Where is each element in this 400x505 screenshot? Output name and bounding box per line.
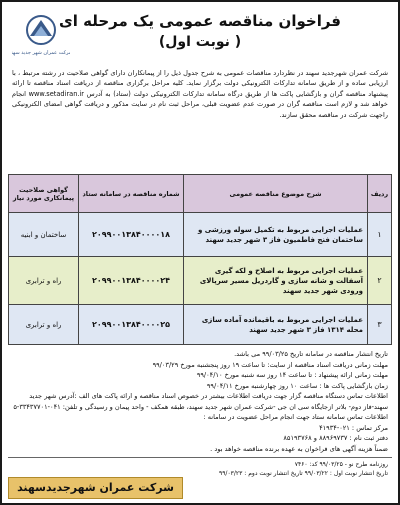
table-row bbox=[9, 257, 392, 305]
intro-paragraph: شرکت عمران شهرجدید سهند در نظردارد مناقصات عمومی به شرح جدول ذیل را از پیمانکاران دارای گواهی صلاحیت در رشته مرتبط ، با ارزیابی ساده و از طریق سامانه تدارکات الکترونیکی دولت برگزار نماید. کلیه مراحل برگزاری مناقصه از دریافت اسناد مناقصه تا ارائه پیشنهاد مناقصه گران و بازگشایی پاکت ها از طریق درگاه سامانه تدارکات الکترونیکی دولت (ستاد) به آدرس www.setadiran.ir انجام خواهد شد و لازم است مناقصه گران در صورت عدم عضویت قبلی، مراحل ثبت نام در سایت مذکور و دریافت گواهی امضای الکترونیکی راجهت شرکت در مناقصه محقق سازند. bbox=[12, 69, 388, 119]
row-num: ۳ bbox=[368, 305, 392, 345]
row-title: عملیات اجرایی مربوط به اصلاح و لکه گیری آسفالت و شانه سازی و گاردریل مسیر سرپالای ورودی شهر جدید سهند bbox=[184, 257, 368, 305]
row-tender-number: ۲۰۹۹۰۰۱۳۸۴۰۰۰۰۱۸ bbox=[79, 213, 184, 257]
detail-line: تاریخ انتشار مناقصه در سامانه تاریخ ۹۹/۰۳/۲۵ می باشد. bbox=[234, 350, 388, 358]
table-row bbox=[9, 213, 392, 257]
publication-line-2: تاریخ انتشار نوبت اول : ۹۹/۰۳/۲۲ تاریخ انتشار نوبت دوم : ۹۹/۰۳/۲۳ bbox=[218, 470, 388, 477]
organization-name: شرکت عمران شهرجدیدسهند bbox=[8, 477, 183, 499]
logo-text: شرکت عمران شهر جدید سهند bbox=[12, 50, 70, 56]
publication-meta bbox=[162, 458, 392, 480]
page-subtitle: ( نوبت اول) bbox=[158, 34, 242, 50]
col-num-header: ردیف bbox=[368, 175, 392, 213]
row-num: ۲ bbox=[368, 257, 392, 305]
row-qualification: راه و ترابری bbox=[9, 305, 79, 345]
footer bbox=[8, 457, 392, 499]
table-header-row bbox=[9, 175, 392, 213]
detail-line: اطلاعات تماس سامانه ستاد جهت انجام مراحل عضویت در سامانه : bbox=[203, 413, 388, 421]
tender-table bbox=[8, 174, 392, 345]
publication-line-1: روزنامه طرح نو - ۹۹/۰۳/۲۵ کد: ۷۴۶۰ bbox=[294, 461, 388, 468]
row-qualification: راه و ترابری bbox=[9, 257, 79, 305]
row-title: عملیات اجرایی مربوط به باقیمانده آماده سازی محله ۱۳۱۴ فاز ۳ شهر جدید سهند bbox=[184, 305, 368, 345]
tender-details bbox=[8, 345, 392, 454]
table-row bbox=[9, 305, 392, 345]
row-title: عملیات اجرایی مربوط به تکمیل سوله ورزشی و ساختمان فنج فاطمیون فاز ۳ شهر جدید سهند bbox=[184, 213, 368, 257]
detail-line: زمان بازگشایی پاکت ها : ساعت ۱۰ روز چهارشنبه مورخ ۹۹/۰۴/۱۱ bbox=[206, 381, 388, 390]
page-title: فراخوان مناقصه عمومی یک مرحله ای bbox=[58, 12, 341, 30]
detail-line: ضمناً هزینه آگهی های فراخوان به عهده برنده مناقصه خواهد بود . bbox=[210, 444, 388, 453]
row-tender-number: ۲۰۹۹۰۰۱۳۸۴۰۰۰۰۲۴ bbox=[79, 257, 184, 305]
row-num: ۱ bbox=[368, 213, 392, 257]
row-tender-number: ۲۰۹۹۰۰۱۳۸۴۰۰۰۰۲۵ bbox=[79, 305, 184, 345]
detail-line: دفتر ثبت نام : ۸۸۹۶۹۷۳۷ و ۸۵۱۹۳۷۶۸ bbox=[283, 434, 388, 442]
col-qualification-header: گواهی صلاحیت پیمانکاری مورد نیاز bbox=[9, 175, 79, 213]
detail-line: مرکز تماس : ۰۲۱-۴۱۹۳۴ bbox=[319, 423, 388, 432]
detail-line: مهلت زمانی ارائه پیشنهاد : تا ساعت ۱۴ روز سه شنبه مورخ ۹۹/۰۴/۱۰ bbox=[196, 371, 388, 379]
col-number-header: شماره مناقصه در سامانه ستاد bbox=[79, 175, 184, 213]
company-logo-icon bbox=[12, 12, 70, 60]
col-title-header: شرح موضوع مناقصه عمومی bbox=[184, 175, 368, 213]
detail-line: اطلاعات تماس دستگاه مناقصه گزار جهت دریافت اطلاعات بیشتر در خصوص اسناد مناقصه و ارائه پاکت های الف :آدرس شهر جدید سهند-فاز دوم- بلاتر ازجایگاه سی ان جی -شرکت عمران شهر جدید سهند، طبقه همکف - واحد پیمان و رسیدگی و تلفن: ۰۴۱-۳۳۴۳۷۷۰۱-۵ bbox=[13, 392, 388, 411]
row-qualification: ساختمان و ابنیه bbox=[9, 213, 79, 257]
detail-line: مهلت زمانی دریافت اسناد مناقصه از سایت: تا ساعت ۱۹ روز پنجشنبه مورخ ۹۹/۰۳/۲۹ bbox=[152, 360, 388, 369]
header bbox=[8, 10, 392, 66]
